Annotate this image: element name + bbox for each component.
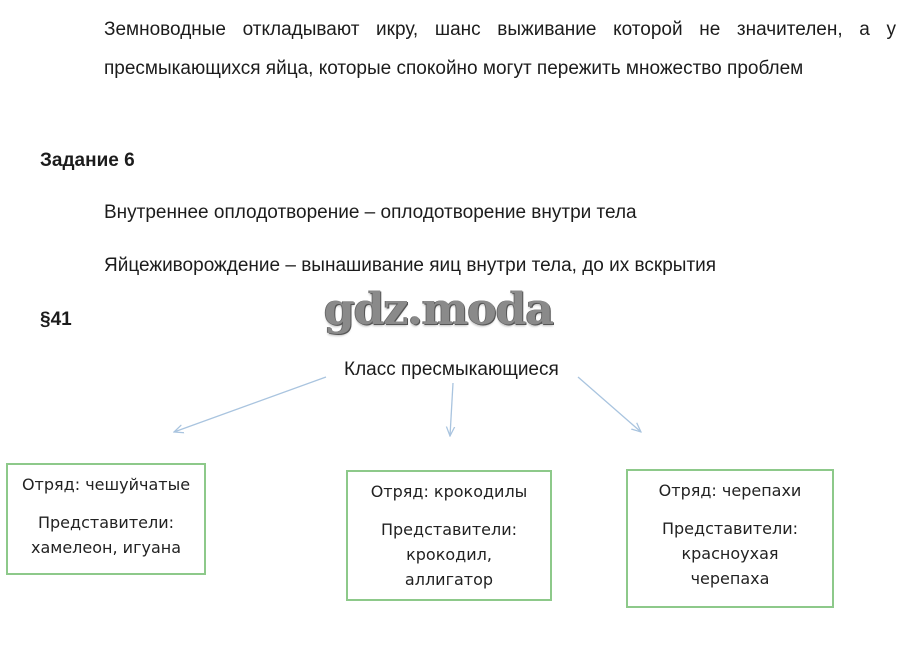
representatives-label: Представители: — [380, 520, 518, 539]
representatives-label: Представители: — [37, 513, 175, 532]
diagram-root-label: Класс пресмыкающиеся — [344, 359, 559, 380]
section-number: §41 — [40, 309, 72, 330]
representatives-list-line2: черепаха — [690, 569, 770, 588]
task-heading: Задание 6 — [40, 150, 135, 171]
order-box-testudines — [626, 469, 834, 608]
order-box-crocodilia — [346, 470, 552, 601]
order-name: Отряд: чешуйчатые — [21, 475, 191, 494]
arrow-right — [578, 377, 641, 432]
watermark-logo: gdz.moda — [324, 284, 554, 335]
order-box-squamata — [6, 463, 206, 575]
order-name: Отряд: черепахи — [658, 481, 802, 500]
representatives-list: хамелеон, игуана — [30, 538, 182, 557]
arrow-left — [174, 377, 326, 432]
definition-ovoviviparity: Яйцеживорождение – вынашивание яиц внутри тела, до их вскрытия — [104, 255, 717, 276]
arrow-middle — [450, 383, 453, 436]
order-name: Отряд: крокодилы — [370, 482, 528, 501]
representatives-list-line1: крокодил, — [406, 545, 492, 564]
intro-paragraph: Земноводные откладывают икру, шанс выживание которой не значителен, а у пресмыкающихся яйца, которые спокойно могут пережить множество проблем — [104, 19, 896, 79]
representatives-label: Представители: — [661, 519, 799, 538]
representatives-list-line2: аллигатор — [404, 570, 494, 589]
representatives-list-line1: красноухая — [681, 544, 779, 563]
definition-internal-fertilization: Внутреннее оплодотворение – оплодотворение внутри тела — [104, 202, 637, 223]
